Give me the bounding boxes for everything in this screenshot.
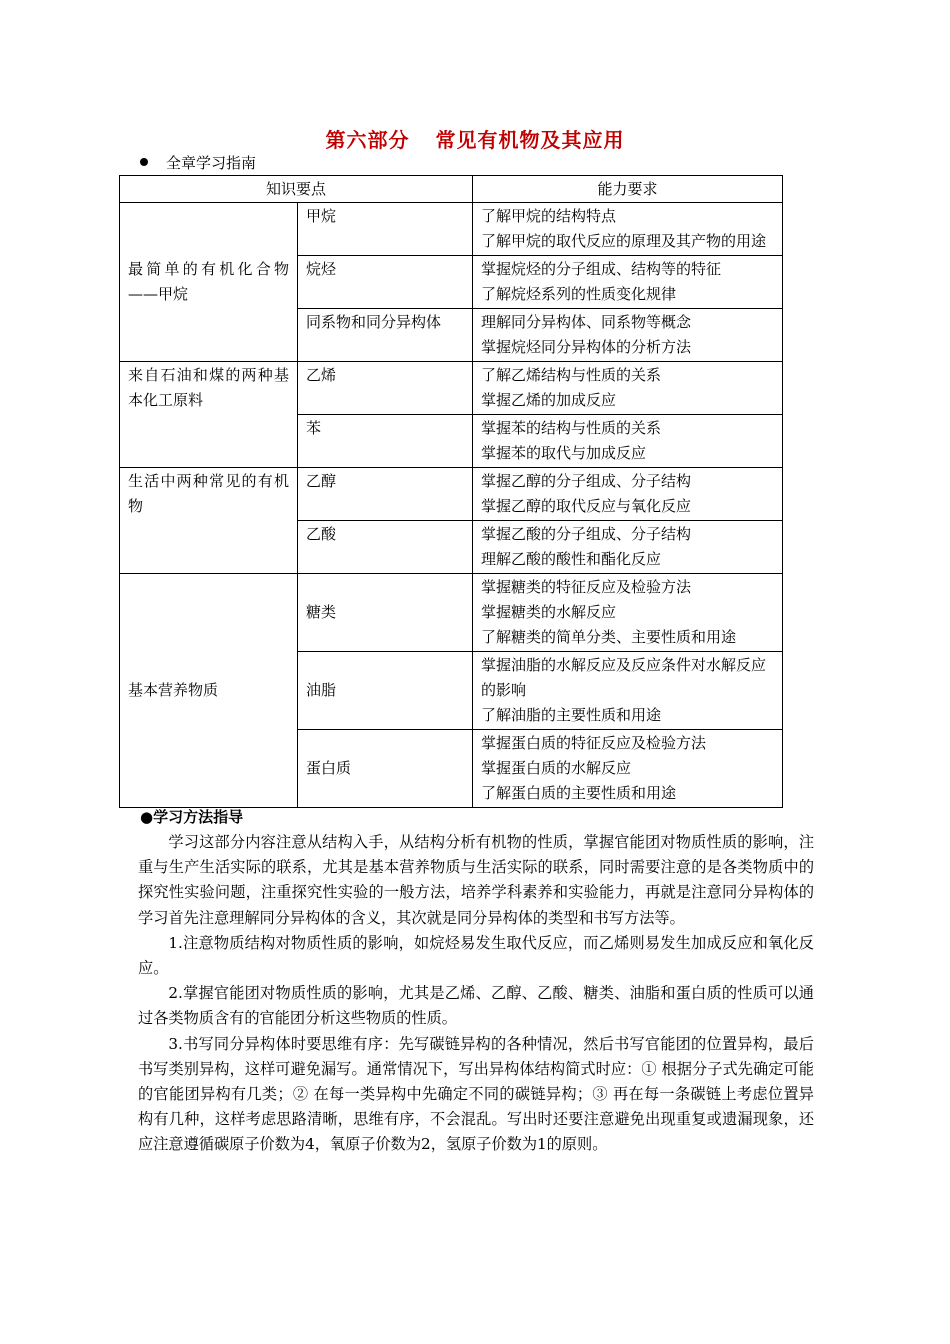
requirement-line: 理解乙酸的酸性和酯化反应 bbox=[481, 550, 662, 568]
requirement-cell bbox=[473, 309, 783, 362]
requirement-cell bbox=[473, 652, 783, 730]
topic-cell: 乙酸 bbox=[298, 521, 473, 574]
requirement-cell bbox=[473, 574, 783, 652]
paragraph: 2.掌握官能团对物质性质的影响，尤其是乙烯、乙醇、乙酸、糖类、油脂和蛋白质的性质可以通过各类物质含有的官能团分析这些物质的性质。 bbox=[138, 984, 814, 1028]
requirement-cell bbox=[473, 203, 783, 256]
topic-cell: 蛋白质 bbox=[298, 730, 473, 808]
requirement-line: 了解烷烃系列的性质变化规律 bbox=[481, 285, 677, 303]
title-part: 第六部分 bbox=[325, 128, 410, 152]
table-row bbox=[120, 362, 783, 415]
topic-cell: 同系物和同分异构体 bbox=[298, 309, 473, 362]
requirement-cell bbox=[473, 256, 783, 309]
topic-cell: 乙烯 bbox=[298, 362, 473, 415]
topic-cell: 糖类 bbox=[298, 574, 473, 652]
requirement-line: 了解蛋白质的主要性质和用途 bbox=[481, 784, 677, 802]
requirement-line: 掌握乙酸的分子组成、分子结构 bbox=[481, 525, 692, 543]
requirement-line: 掌握烷烃的分子组成、结构等的特征 bbox=[481, 260, 722, 278]
header-ability: 能力要求 bbox=[473, 176, 783, 203]
topic-cell: 烷烃 bbox=[298, 256, 473, 309]
requirement-cell bbox=[473, 468, 783, 521]
topic-cell: 油脂 bbox=[298, 652, 473, 730]
header-knowledge: 知识要点 bbox=[120, 176, 473, 203]
page-title bbox=[0, 124, 950, 153]
requirement-line: 了解甲烷的结构特点 bbox=[481, 207, 617, 225]
requirement-line: 了解甲烷的取代反应的原理及其产物的用途 bbox=[481, 232, 767, 250]
requirement-line: 掌握苯的结构与性质的关系 bbox=[481, 419, 662, 437]
method-body bbox=[138, 830, 814, 1158]
category-cell: 最简单的有机化合物——甲烷 bbox=[120, 203, 298, 362]
category-cell: 来自石油和煤的两种基本化工原料 bbox=[120, 362, 298, 468]
requirement-cell bbox=[473, 415, 783, 468]
table-header-row bbox=[120, 176, 783, 203]
category-cell: 基本营养物质 bbox=[120, 574, 298, 808]
topic-cell: 甲烷 bbox=[298, 203, 473, 256]
table-row bbox=[120, 468, 783, 521]
section-heading-method: ●学习方法指导 bbox=[140, 808, 244, 826]
table-row bbox=[120, 203, 783, 256]
requirement-line: 掌握蛋白质的水解反应 bbox=[481, 759, 632, 777]
requirement-cell bbox=[473, 730, 783, 808]
requirement-line: 掌握糖类的水解反应 bbox=[481, 603, 617, 621]
requirement-line: 掌握蛋白质的特征反应及检验方法 bbox=[481, 734, 707, 752]
paragraph: 1.注意物质结构对物质性质的影响，如烷烃易发生取代反应，而乙烯则易发生加成反应和氧化反应。 bbox=[138, 933, 814, 978]
requirement-cell bbox=[473, 521, 783, 574]
requirement-cell bbox=[473, 362, 783, 415]
requirement-line: 了解糖类的简单分类、主要性质和用途 bbox=[481, 628, 737, 646]
requirement-line: 掌握糖类的特征反应及检验方法 bbox=[481, 578, 692, 596]
requirement-line: 掌握苯的取代与加成反应 bbox=[481, 444, 647, 462]
topic-cell: 苯 bbox=[298, 415, 473, 468]
topic-cell: 乙醇 bbox=[298, 468, 473, 521]
requirement-line: 掌握乙醇的分子组成、分子结构 bbox=[481, 472, 692, 490]
requirement-line: 了解乙烯结构与性质的关系 bbox=[481, 366, 662, 384]
guide-table bbox=[119, 175, 783, 808]
title-main: 常见有机物及其应用 bbox=[435, 128, 625, 152]
requirement-line: 了解油脂的主要性质和用途 bbox=[481, 706, 662, 724]
section-heading-guide bbox=[140, 152, 256, 173]
requirement-line: 掌握乙烯的加成反应 bbox=[481, 391, 617, 409]
requirement-line: 掌握烷烃同分异构体的分析方法 bbox=[481, 338, 692, 356]
paragraph: 3.书写同分异构体时要思维有序：先写碳链异构的各种情况，然后书写官能团的位置异构，最后书写类别异构，这样可避免漏写。通常情况下，写出异构体结构简式时应：① 根据分子式先确定可能的官能团异构有几类；② 在每一类异构中先确定不同的碳链异构；③ 再在每一条碳链上考虑位置异构有几种，这样考虑思路清晰，思维有序，不会混乱。写出时还要注意避免出现重复或遗漏现象，还应注意遵循碳原子价数为4，氧原子价数为2，氢原子价数为1的原则。 bbox=[138, 1034, 814, 1154]
paragraph: 学习这部分内容注意从结构入手，从结构分析有机物的性质，掌握官能团对物质性质的影响，注重与生产生活实际的联系，尤其是基本营养物质与生活实际的联系，同时需要注意的是各类物质中的探究性实验问题，注重探究性实验的一般方法，培养学科素养和实验能力，再就是注意同分异构体的学习首先注意理解同分异构体的含义，其次就是同分异构体的类型和书写方法等。 bbox=[138, 833, 814, 927]
category-cell: 生活中两种常见的有机物 bbox=[120, 468, 298, 574]
requirement-line: 掌握油脂的水解反应及反应条件对水解反应的影响 bbox=[481, 656, 767, 699]
section1-label: 全章学习指南 bbox=[166, 154, 257, 172]
bullet-icon bbox=[140, 158, 148, 166]
table-row bbox=[120, 574, 783, 652]
requirement-line: 掌握乙醇的取代反应与氧化反应 bbox=[481, 497, 692, 515]
requirement-line: 理解同分异构体、同系物等概念 bbox=[481, 313, 692, 331]
